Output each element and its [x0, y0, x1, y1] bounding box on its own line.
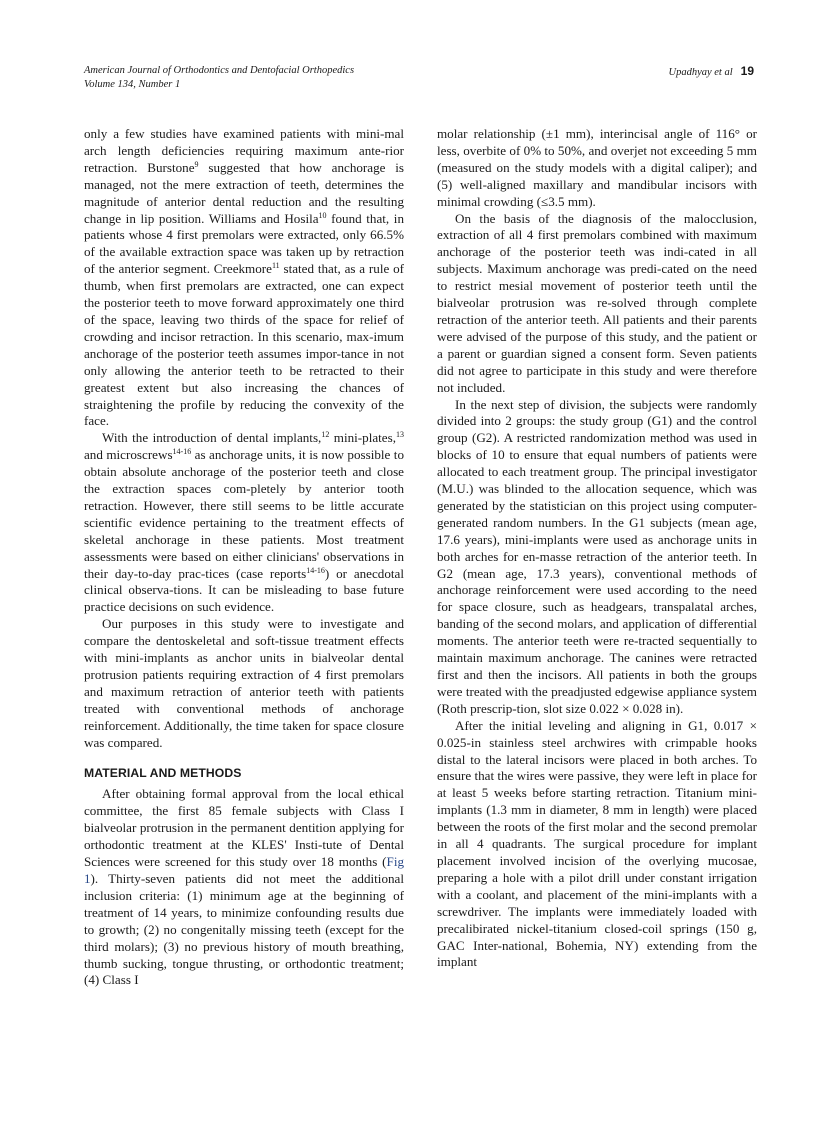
citation-ref[interactable]: 9	[194, 159, 199, 169]
text-run: only a few studies have examined patients with mini-mal arch length deficiencies requiring maximum ante-rior retraction. Burstone	[84, 126, 404, 175]
text-run: as anchorage units, it is now possible to obtain absolute anchorage of the posterior teeth and close the extraction spaces com-pletely by anterior tooth retraction. However, there still seems to be little accurate scientific evidence pertaining to the treatment effects of skeletal anchorage in these patients. Most treatment assessments were based on either clinicians' observations in their day-to-day prac-tices (case reports	[84, 447, 404, 581]
journal-volume: Volume 134, Number 1	[84, 79, 181, 90]
text-run: found that, in patients whose 4 first premolars were extracted, only 66.5% of the available extraction space was taken up by retraction of the anterior segment. Creekmore	[84, 210, 404, 277]
left-column	[84, 126, 404, 989]
author-page	[668, 64, 754, 80]
paragraph: On the basis of the diagnosis of the malocclusion, extraction of all 4 first premolars combined with maximum anchorage of the posterior teeth was indi-cated in all subjects. Maximum anchorage was predi-cated on the need to restrict mesial movement of posterior teeth until the bialveolar protrusion was re-solved through complete retraction of the anterior teeth. All patients and their parents were advised of the purpose of this study, and the patient or a parent or guardian signed a consent form. Seven patients did not agree to participate in this study and were therefore not included.	[437, 210, 757, 395]
text-run: With the introduction of dental implants,	[102, 430, 322, 446]
paragraph	[84, 786, 404, 989]
figure-link[interactable]: Fig 1	[84, 854, 404, 886]
citation-ref[interactable]: 14-16	[172, 447, 192, 457]
paragraph: After the initial leveling and aligning in G1, 0.017 × 0.025-in stainless steel archwires with crimpable hooks distal to the lateral incisors were placed in both arches. To ensure that the wires were passive, they were left in place for at least 5 weeks before starting retraction. Titanium mini-implants (1.3 mm in diameter, 8 mm in length) were placed between the roots of the first molar and the second premolar in all 4 quadrants. The surgical procedure for implant placement involved incision of the overlying mucosae, preparing a hole with a pilot drill under constant irrigation with a coolant, and placement of the mini-implants with a screwdriver. The implants were immediately loaded with precalibirated nickel-titanium closed-coil springs (150 g, GAC Inter-national, Bohemia, NY) extending from the implant	[437, 717, 757, 970]
citation-ref[interactable]: 14-16	[306, 565, 325, 575]
paragraph: molar relationship (±1 mm), interincisal angle of 116° or less, overbite of 0% to 50%, and overjet not exceeding 5 mm (measured on the study models with a digital caliper); and (5) well-aligned maxillary and mandibular incisors with minimal crowding (≤3.5 mm).	[437, 126, 757, 209]
text-run: ) or anecdotal clinical observa-tions. It can be misleading to base future practice decisions on such evidence.	[84, 565, 404, 615]
right-column	[437, 126, 757, 971]
paragraph: Our purposes in this study were to investigate and compare the dentoskeletal and soft-tissue treatment effects with mini-implants as anchor units in bialveolar dental protrusion patients requiring extraction of 4 first premolars and maximum retraction of anterior teeth with patients treated with conventional methods of anchorage reinforcement. Additionally, the time taken for space closure was compared.	[84, 616, 404, 750]
citation-ref[interactable]: 12	[321, 430, 330, 440]
paragraph	[84, 126, 404, 430]
text-run: and microscrews	[84, 447, 173, 463]
paragraph	[84, 430, 404, 616]
paragraph: In the next step of division, the subjects were randomly divided into 2 groups: the study group (G1) and the control group (G2). A restricted randomization method was used in blocks of 10 to ensure that equal numbers of patients were allocated to each treatment group. The principal investigator (M.U.) was blinded to the allocation sequence, which was generated by the statistician on this project using computer-generated random numbers. In the G1 subjects (mean age, 17.6 years), mini-implants were used as anchorage units in both arches for en-masse retraction of the anterior teeth. In G2 (mean age, 17.3 years), conventional methods of anchorage reinforcement were used according to the need for space closure, such as headgears, transpalatal arches, banding of the second molars, and application of differential moments. The anterior teeth were re-tracted sequentially to maintain maximum anchorage. The canines were retracted first and then the incisors. All patients in both the groups were treated with the preadjusted edgewise appliance system (Roth prescrip-tion, slot size 0.022 × 0.028 in).	[437, 396, 757, 716]
text-run: mini-plates,	[329, 430, 396, 446]
page-number: 19	[740, 64, 754, 78]
text-run: ). Thirty-seven patients did not meet the additional inclusion criteria: (1) minimum age at the beginning of treatment of 14 years, to minimize confounding results due to growth; (2) no congenitally missing teeth (except for the third molars); (3) no previous history of mouth breathing, thumb sucking, tongue thrusting, or orthodontic treatment; (4) Class I	[84, 870, 404, 988]
section-heading: MATERIAL AND METHODS	[84, 765, 242, 780]
citation-ref[interactable]: 10	[318, 210, 327, 220]
journal-title: American Journal of Orthodontics and Dentofacial Orthopedics	[84, 65, 355, 76]
citation-ref[interactable]: 11	[271, 261, 280, 271]
text-run: After obtaining formal approval from the local ethical committee, the first 85 female subjects with Class I bialveolar protrusion in the permanent dentition applying for orthodontic treatment at the KLES' Insti-tute of Dental Sciences were screened for this study over 18 months (	[84, 786, 404, 870]
text-run: stated that, as a rule of thumb, when first premolars are extracted, one can expect the posterior teeth to move forward approximately one third of the space, leaving two thirds of the space for relief of crowding and incisor retraction. In this scenario, max-imum anchorage of the posterior teeth assumes impor-tance in not only allowing the anterior teeth to be retracted to their greatest extent but also increasing the chances of straightening the profile by reducing the convexity of the face.	[84, 261, 404, 429]
text-run: suggested that how anchorage is managed, not the mere extraction of teeth, determines the magnitude of anterior dental reduction and the resulting change in lip position. Williams and Hosila	[84, 159, 404, 226]
journal-info	[84, 64, 354, 92]
running-author: Upadhyay et al	[668, 67, 733, 78]
citation-ref[interactable]: 13	[396, 430, 404, 440]
